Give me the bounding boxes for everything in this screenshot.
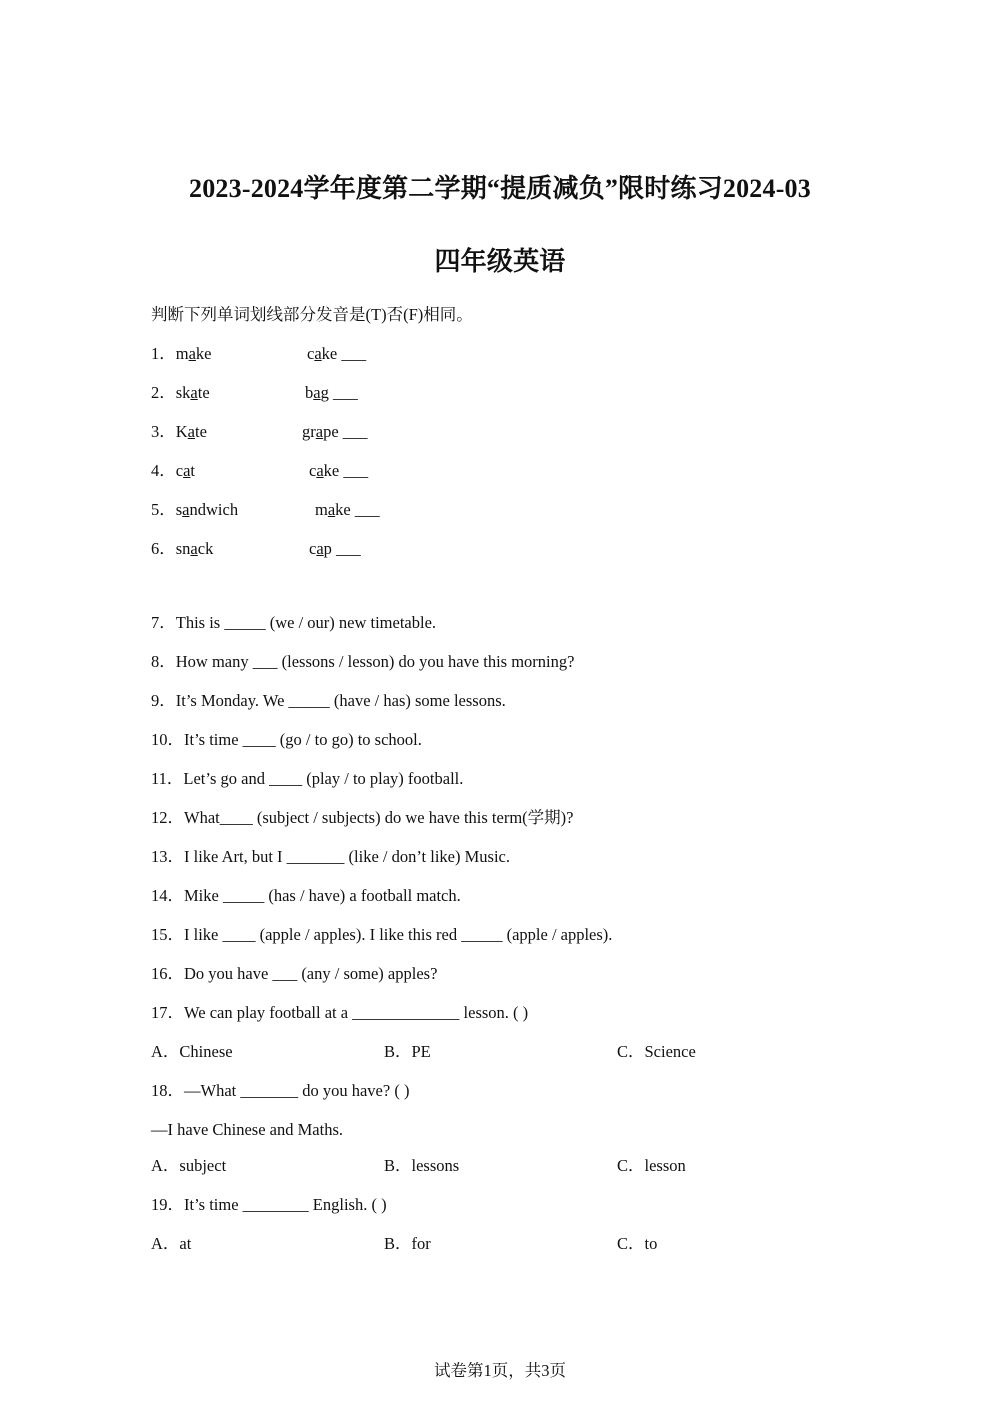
question-17-option-a: A．Chinese [151,1042,233,1061]
fill-in-item: 12．What____ (subject / subjects) do we have this term(学期)? [151,808,574,827]
question-19-option-c: C．to [617,1234,658,1253]
fill-in-item: 13．I like Art, but I _______ (like / don’t like) Music. [151,847,510,866]
word-two: make ___ [315,500,380,519]
item-number: 3． [151,422,176,441]
section1-instruction: 判断下列单词划线部分发音是(T)否(F)相同。 [151,305,473,324]
phonics-item [151,500,238,520]
word-two: cap ___ [309,539,361,558]
question-17-stem: 17．We can play football at a _____________ lesson. ( ) [151,1003,529,1022]
question-18-stem: 18．—What _______ do you have? ( ) [151,1081,410,1100]
fill-in-item: 10．It’s time ____ (go / to go) to school. [151,730,422,749]
item-number: 6． [151,539,176,558]
fill-in-item: 16．Do you have ___ (any / some) apples? [151,964,438,983]
phonics-compare-word [305,383,358,403]
word-two: grape ___ [302,422,368,441]
phonics-item [151,461,195,481]
word-one: Kate [175,422,207,441]
word-one: snack [175,539,214,558]
phonics-item [151,539,213,559]
item-number: 2． [151,383,176,402]
question-18-answer-line: —I have Chinese and Maths. [151,1120,343,1139]
word-two: bag ___ [305,383,358,402]
word-one: skate [175,383,210,402]
document-title-line1: 2023-2024学年度第二学期“提质减负”限时练习2024-03 [189,174,811,203]
item-number: 4． [151,461,176,480]
fill-in-item: 9．It’s Monday. We _____ (have / has) some lessons. [151,691,506,710]
fill-in-item: 14．Mike _____ (has / have) a football match. [151,886,461,905]
question-18-option-b: B．lessons [384,1156,460,1175]
word-one: sandwich [175,500,239,519]
question-17-option-b: B．PE [384,1042,431,1061]
phonics-item [151,422,207,442]
phonics-compare-word [302,422,368,442]
item-number: 1． [151,344,176,363]
page-footer: 试卷第1页，共3页 [434,1361,566,1380]
document-title-line2: 四年级英语 [434,247,566,276]
word-two: cake ___ [309,461,369,480]
word-one: make [175,344,212,363]
fill-in-item: 11．Let’s go and ____ (play / to play) football. [151,769,464,788]
question-19-option-a: A．at [151,1234,192,1253]
phonics-compare-word [309,461,368,481]
word-two: cake ___ [307,344,367,363]
phonics-item [151,344,212,364]
fill-in-item: 8．How many ___ (lessons / lesson) do you have this morning? [151,652,575,671]
fill-in-item: 7．This is _____ (we / our) new timetable. [151,613,437,632]
question-19-option-b: B．for [384,1234,431,1253]
question-19-stem: 19．It’s time ________ English. ( ) [151,1195,387,1214]
question-18-option-c: C．lesson [617,1156,686,1175]
question-18-option-a: A．subject [151,1156,227,1175]
phonics-compare-word [309,539,361,559]
phonics-item [151,383,210,403]
phonics-compare-word [307,344,366,364]
phonics-compare-word [315,500,380,520]
question-17-option-c: C．Science [617,1042,696,1061]
word-one: cat [175,461,195,480]
item-number: 5． [151,500,176,519]
fill-in-item: 15．I like ____ (apple / apples). I like this red _____ (apple / apples). [151,925,613,944]
